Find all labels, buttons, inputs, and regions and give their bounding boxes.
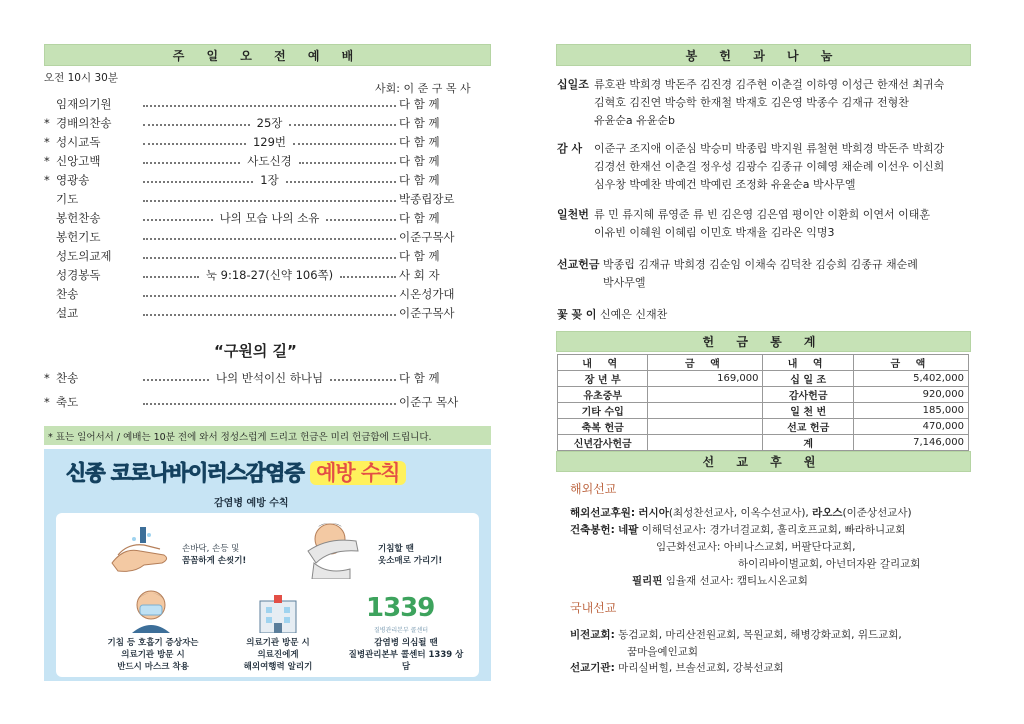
poster-title-accent: 예방 수칙 bbox=[310, 461, 405, 485]
overseas-line-3: 임근화선교사: 아비나스교회, 버팔단다교회, bbox=[656, 541, 856, 553]
stats-row bbox=[558, 419, 969, 435]
order-item-leader: 이준구 목사 bbox=[399, 395, 459, 409]
stats-amount-cell: 920,000 bbox=[853, 387, 968, 403]
order-item-leader: 다 함 께 bbox=[399, 173, 440, 187]
offering-header bbox=[556, 44, 971, 66]
support-title: 선 교 후 원 bbox=[702, 455, 825, 469]
tithe-label: 십일조 bbox=[557, 78, 589, 91]
hospital-icon bbox=[256, 593, 300, 633]
stats-item-cell: 선교 헌금 bbox=[763, 419, 853, 435]
stats-row bbox=[558, 387, 969, 403]
mission-offering-line-1: 박종립 김재규 박희경 김순임 이채숙 김덕찬 김승희 김종규 채순례 bbox=[603, 258, 918, 271]
leader-dots bbox=[140, 198, 399, 200]
poster-card bbox=[56, 513, 479, 677]
order-item-name: 영광송 bbox=[56, 173, 90, 187]
order-row bbox=[44, 95, 491, 113]
overseas-l5-text: 임율재 선교사: 캠티뇨시온교회 bbox=[665, 575, 808, 587]
order-item-name: 성경봉독 bbox=[56, 268, 101, 282]
order-item-name: 신앙고백 bbox=[56, 154, 101, 168]
leader-dots bbox=[140, 115, 399, 131]
overseas-line-1 bbox=[570, 505, 912, 520]
stats-item-cell: 계 bbox=[763, 435, 853, 451]
poster-title bbox=[66, 457, 406, 487]
order-row bbox=[44, 228, 491, 246]
overseas-l2-label: 건축봉헌: bbox=[570, 524, 615, 536]
order-item-detail: 1장 bbox=[256, 172, 282, 188]
stats-item-cell: 기타 수입 bbox=[558, 403, 648, 419]
overseas-line-4: 하이리바이벌교회, 아넌더자완 갈리교회 bbox=[738, 558, 921, 570]
thanks-line-2: 김경선 한재선 이춘걸 정우성 김광수 김종규 이혜영 채순례 이선우 이신희 bbox=[594, 160, 945, 173]
stats-item-cell: 신년감사헌금 bbox=[558, 435, 648, 451]
order-item-leader: 다 함 께 bbox=[399, 97, 440, 111]
order-item-name: 성도의교제 bbox=[56, 249, 112, 263]
tithe-line-2: 김혁호 김진연 박승학 한재철 박재호 김은영 박종수 김재규 전형찬 bbox=[594, 96, 909, 109]
domestic-line-2: 꿈마을예인교회 bbox=[627, 646, 699, 658]
stats-amount-cell bbox=[648, 387, 763, 403]
stats-row bbox=[558, 371, 969, 387]
worship-note bbox=[44, 426, 491, 445]
order-item-leader: 사 회 자 bbox=[399, 268, 440, 282]
leader-dots bbox=[140, 401, 399, 403]
hotline-number: 1339 bbox=[366, 593, 435, 623]
tip-hotline bbox=[346, 637, 466, 673]
order-row bbox=[44, 247, 491, 265]
stats-amount-cell: 7,146,000 bbox=[853, 435, 968, 451]
thanks-line-3: 심우창 박예찬 박예건 박예린 조정화 유윤순a 박사무엘 bbox=[594, 178, 856, 191]
thanks-line-1: 이준구 조지애 이준심 박승미 박종립 박지원 류철현 박희경 박돈주 박희강 bbox=[594, 142, 945, 155]
order-row bbox=[44, 285, 491, 303]
presider: 사회: 이 준 구 목 사 bbox=[375, 82, 471, 95]
tithe-block bbox=[557, 76, 944, 130]
order-item-name: 찬송 bbox=[56, 287, 79, 301]
order-item-leader: 다 함 께 bbox=[399, 116, 440, 130]
leader-dots bbox=[140, 312, 399, 314]
overseas-l1-russia-missionaries: (최성찬선교사, 이옥수선교사), bbox=[668, 507, 809, 519]
tip-hotline-line2: 질병관리본부 콜센터 1339 상담 bbox=[348, 650, 464, 672]
leader-dots bbox=[140, 172, 399, 188]
standing-mark: * bbox=[44, 154, 50, 168]
stats-item-cell: 감사헌금 bbox=[763, 387, 853, 403]
order-row bbox=[44, 209, 491, 227]
order-row bbox=[44, 304, 491, 322]
overseas-l1-laos: 라오스 bbox=[812, 507, 843, 519]
tip-travel-line1: 의료기관 방문 시 bbox=[246, 638, 310, 648]
order-row bbox=[44, 190, 491, 208]
order-row bbox=[44, 133, 491, 151]
tip-cough-line1: 기침할 땐 bbox=[378, 544, 414, 554]
stats-header-row bbox=[558, 355, 969, 371]
flower-label: 꽃 꽂 이 bbox=[557, 308, 597, 321]
order-item-leader: 다 함 께 bbox=[399, 154, 440, 168]
order-item-leader: 다 함 께 bbox=[399, 135, 440, 149]
standing-mark: * bbox=[44, 116, 50, 130]
order-item-detail: 나의 반석이신 하나님 bbox=[212, 370, 327, 386]
tithe-line-3: 유윤순a 유윤순b bbox=[594, 114, 675, 127]
worship-note-text: * 표는 일어서서 / 예배는 10분 전에 와서 정성스럽게 드리고 헌금은 미리 헌금함에 드립니다. bbox=[48, 431, 432, 443]
hand-wash-icon bbox=[104, 525, 174, 577]
stats-row bbox=[558, 403, 969, 419]
stats-row bbox=[558, 435, 969, 451]
weekly-block bbox=[557, 206, 930, 242]
overseas-line-5 bbox=[632, 573, 808, 588]
domestic-line-3 bbox=[570, 660, 784, 675]
stats-amount-cell bbox=[648, 435, 763, 451]
hotline-small-caption: 질병관리본부 콜센터 bbox=[374, 627, 429, 634]
service-time: 오전 10시 30분 bbox=[44, 72, 118, 84]
order-item-leader: 다 함 께 bbox=[399, 249, 440, 263]
tip-handwash-line2: 꼼꼼하게 손씻기! bbox=[182, 556, 247, 566]
domestic-l3-label: 선교기관: bbox=[570, 662, 615, 674]
stats-title: 헌 금 통 계 bbox=[702, 335, 825, 349]
overseas-l5-philippines: 필리핀 bbox=[632, 575, 663, 587]
stats-header-cell: 내 역 bbox=[763, 355, 853, 371]
tip-mask-line1: 기침 등 호흡기 증상자는 bbox=[107, 638, 199, 648]
tip-cough bbox=[378, 543, 442, 567]
mission-offering-line-2: 박사무엘 bbox=[603, 276, 646, 289]
order-item-name: 축도 bbox=[56, 395, 79, 409]
stats-item-cell: 십 일 조 bbox=[763, 371, 853, 387]
stats-amount-cell: 5,402,000 bbox=[853, 371, 968, 387]
domestic-heading: 국내선교 bbox=[570, 601, 617, 615]
stats-header-cell: 금 액 bbox=[648, 355, 763, 371]
order-item-leader: 시온성가대 bbox=[399, 287, 455, 301]
domestic-l3-text: 마리실버힐, 브솔선교회, 강북선교회 bbox=[618, 662, 784, 674]
stats-amount-cell bbox=[648, 403, 763, 419]
order-item-name: 설교 bbox=[56, 306, 79, 320]
overseas-l1-label: 해외선교후원: bbox=[570, 507, 636, 519]
mission-offering-label: 선교헌금 bbox=[557, 258, 600, 271]
hotline-logo bbox=[366, 593, 434, 623]
order-row bbox=[44, 114, 491, 132]
stats-amount-cell: 169,000 bbox=[648, 371, 763, 387]
stats-item-cell: 축복 헌금 bbox=[558, 419, 648, 435]
standing-mark: * bbox=[44, 395, 50, 409]
offering-title: 봉 헌 과 나 눔 bbox=[685, 48, 842, 63]
leader-dots bbox=[140, 103, 399, 105]
order-row bbox=[44, 393, 491, 411]
order-item-name: 봉헌찬송 bbox=[56, 211, 101, 225]
order-item-leader: 이준구목사 bbox=[399, 230, 455, 244]
order-item-leader: 이준구목사 bbox=[399, 306, 455, 320]
stats-header-cell: 내 역 bbox=[558, 355, 648, 371]
standing-mark: * bbox=[44, 173, 50, 187]
order-item-detail: 129번 bbox=[249, 134, 290, 150]
overseas-l1-laos-missionary: (이준상선교사) bbox=[842, 507, 912, 519]
stats-amount-cell: 185,000 bbox=[853, 403, 968, 419]
order-row bbox=[44, 266, 491, 284]
standing-mark: * bbox=[44, 135, 50, 149]
stats-header-cell: 금 액 bbox=[853, 355, 968, 371]
domestic-l1-text: 동검교회, 마리산전원교회, 목원교회, 해병강화교회, 위드교회, bbox=[618, 629, 902, 641]
domestic-line-1 bbox=[570, 627, 902, 642]
flower-block bbox=[557, 306, 667, 324]
thanks-block bbox=[557, 140, 944, 194]
tithe-line-1: 류호관 박희경 박돈주 김진경 김주현 이춘걸 이하영 이성근 한재선 최귀숙 bbox=[594, 78, 945, 91]
order-item-name: 경배의찬송 bbox=[56, 116, 112, 130]
order-item-name: 봉헌기도 bbox=[56, 230, 101, 244]
order-item-leader: 박종립장로 bbox=[399, 192, 455, 206]
mask-person-icon bbox=[126, 587, 176, 633]
weekly-label: 일천번 bbox=[557, 208, 589, 221]
tip-travel-line3: 해외여행력 알리기 bbox=[243, 662, 313, 672]
stats-amount-cell bbox=[648, 419, 763, 435]
stats-header bbox=[556, 331, 971, 352]
cough-sleeve-icon bbox=[298, 519, 368, 579]
sermon-title: “구원의 길” bbox=[214, 342, 297, 360]
domestic-l1-label: 비전교회: bbox=[570, 629, 615, 641]
order-item-leader: 다 함 께 bbox=[399, 211, 440, 225]
order-item-leader: 다 함 께 bbox=[399, 371, 440, 385]
leader-dots bbox=[140, 267, 399, 283]
flower-text: 신예은 신재찬 bbox=[600, 308, 668, 321]
stats-item-cell: 장 년 부 bbox=[558, 371, 648, 387]
leader-dots bbox=[140, 370, 399, 386]
poster-title-main: 신종 코로나바이러스감염증 bbox=[66, 461, 304, 485]
order-row bbox=[44, 369, 491, 387]
support-header bbox=[556, 451, 971, 472]
overseas-line-2 bbox=[570, 522, 905, 537]
tip-handwash-line1: 손바닥, 손등 및 bbox=[182, 544, 240, 554]
overseas-l2-nepal: 네팔 bbox=[618, 524, 639, 536]
covid-prevention-poster bbox=[44, 449, 491, 681]
tip-hotline-line1: 감염병 의심될 땐 bbox=[374, 638, 438, 648]
weekly-line-1: 류 민 류지혜 류영준 류 빈 김은영 김은엽 평이안 이환희 이연서 이태훈 bbox=[594, 208, 930, 221]
tip-mask-line2: 의료기관 방문 시 bbox=[121, 650, 185, 660]
stats-item-cell: 유초중부 bbox=[558, 387, 648, 403]
order-item-detail: 25장 bbox=[253, 115, 287, 131]
stats-item-cell: 일 천 번 bbox=[763, 403, 853, 419]
poster-subtitle: 감염병 예방 수칙 bbox=[214, 498, 289, 509]
tip-mask-line3: 반드시 마스크 착용 bbox=[117, 662, 189, 672]
thanks-label: 감 사 bbox=[557, 142, 583, 155]
mission-offering-block bbox=[557, 256, 918, 292]
tip-travel-line2: 의료진에게 bbox=[257, 650, 299, 660]
worship-header bbox=[44, 44, 491, 66]
order-row bbox=[44, 152, 491, 170]
stats-amount-cell: 470,000 bbox=[853, 419, 968, 435]
leader-dots bbox=[140, 293, 399, 295]
standing-mark: * bbox=[44, 371, 50, 385]
order-item-detail: 사도신경 bbox=[243, 153, 295, 169]
order-item-detail: 나의 모습 나의 소유 bbox=[216, 210, 324, 226]
order-row bbox=[44, 171, 491, 189]
leader-dots bbox=[140, 153, 399, 169]
tip-travel bbox=[228, 637, 328, 673]
leader-dots bbox=[140, 210, 399, 226]
order-item-name: 찬송 bbox=[56, 371, 79, 385]
offering-stats-table bbox=[557, 354, 969, 451]
order-item-name: 성시교독 bbox=[56, 135, 101, 149]
leader-dots bbox=[140, 236, 399, 238]
order-item-detail: 눅 9:18-27(신약 106쪽) bbox=[202, 267, 337, 283]
order-item-name: 기도 bbox=[56, 192, 79, 206]
tip-cough-line2: 옷소매로 가리기! bbox=[378, 556, 443, 566]
leader-dots bbox=[140, 255, 399, 257]
weekly-line-2: 이유빈 이혜원 이혜림 이민호 박재율 김라온 익명3 bbox=[594, 226, 835, 239]
tip-handwash bbox=[182, 543, 246, 567]
order-item-name: 임재의기원 bbox=[56, 97, 112, 111]
overseas-heading: 해외선교 bbox=[570, 482, 617, 496]
tip-mask bbox=[98, 637, 208, 673]
leader-dots bbox=[140, 134, 399, 150]
worship-title: 주 일 오 전 예 배 bbox=[172, 48, 363, 63]
overseas-l1-russia: 러시아 bbox=[638, 507, 669, 519]
overseas-l2-text: 이해덕선교사: 경가너걸교회, 훌리호프교회, 빠라하니교회 bbox=[641, 524, 906, 536]
